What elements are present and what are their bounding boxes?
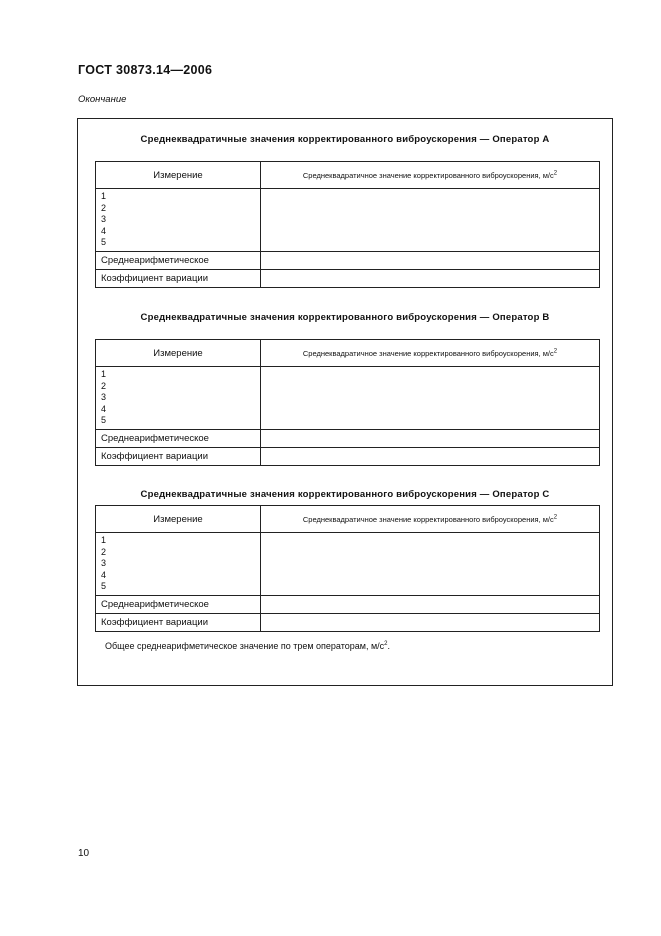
- col-header-value: Среднеквадратичное значение корректированного виброускорения, $м/с^2$: [261, 162, 600, 189]
- measurement-number: 5: [101, 415, 107, 426]
- measurement-number: 4: [101, 225, 107, 236]
- overall-mean-line: Общее среднеарифметическое значение по трем операторам, $м/с^2$.: [105, 641, 391, 651]
- mean-value-cell[interactable]: [261, 430, 600, 448]
- measurement-number: 1: [101, 191, 107, 202]
- value-cell[interactable]: [261, 189, 600, 252]
- mean-label: Среднеарифметическое: [96, 252, 261, 270]
- mean-label: Среднеарифметическое: [96, 596, 261, 614]
- measurement-number: 2: [101, 380, 107, 391]
- col-header-value: Среднеквадратичное значение корректированного виброускорения, $м/с^2$: [261, 340, 600, 367]
- measurement-number: 2: [101, 546, 107, 557]
- measurement-number: 1: [101, 535, 107, 546]
- document-code: ГОСТ 30873.14—2006: [78, 63, 213, 77]
- col-header-measurement: Измерение: [96, 162, 261, 189]
- measurement-number: 3: [101, 214, 107, 225]
- col-header-measurement: Измерение: [96, 340, 261, 367]
- section-title-operator-a: Среднеквадратичные значения корректированного виброускорения — Оператор А: [140, 134, 550, 145]
- measurement-numbers: [96, 367, 261, 430]
- section-title-operator-c: Среднеквадратичные значения корректированного виброускорения — Оператор С: [140, 489, 550, 500]
- table-operator-c: [95, 505, 600, 632]
- measurement-number: 4: [101, 569, 107, 580]
- cv-label: Коэффициент вариации: [96, 270, 261, 288]
- col-header-value: Среднеквадратичное значение корректированного виброускорения, $м/с^2$: [261, 506, 600, 533]
- measurement-number: 1: [101, 369, 107, 380]
- measurement-number: 5: [101, 237, 107, 248]
- measurement-number: 2: [101, 202, 107, 213]
- mean-label: Среднеарифметическое: [96, 430, 261, 448]
- page-number: 10: [78, 848, 90, 859]
- cv-label: Коэффициент вариации: [96, 614, 261, 632]
- value-cell[interactable]: [261, 367, 600, 430]
- cv-value-cell[interactable]: [261, 270, 600, 288]
- cv-value-cell[interactable]: [261, 614, 600, 632]
- cv-value-cell[interactable]: [261, 448, 600, 466]
- table-operator-b: [95, 339, 600, 466]
- form-frame: [77, 118, 613, 686]
- measurement-number: 5: [101, 581, 107, 592]
- col-header-measurement: Измерение: [96, 506, 261, 533]
- mean-value-cell[interactable]: [261, 252, 600, 270]
- table-operator-a: [95, 161, 600, 288]
- measurement-number: 3: [101, 392, 107, 403]
- section-title-operator-b: Среднеквадратичные значения корректированного виброускорения — Оператор В: [140, 312, 550, 323]
- value-cell[interactable]: [261, 533, 600, 596]
- measurement-number: 4: [101, 403, 107, 414]
- measurement-numbers: [96, 533, 261, 596]
- measurement-numbers: [96, 189, 261, 252]
- measurement-number: 3: [101, 558, 107, 569]
- cv-label: Коэффициент вариации: [96, 448, 261, 466]
- mean-value-cell[interactable]: [261, 596, 600, 614]
- continuation-label: Окончание: [78, 94, 127, 105]
